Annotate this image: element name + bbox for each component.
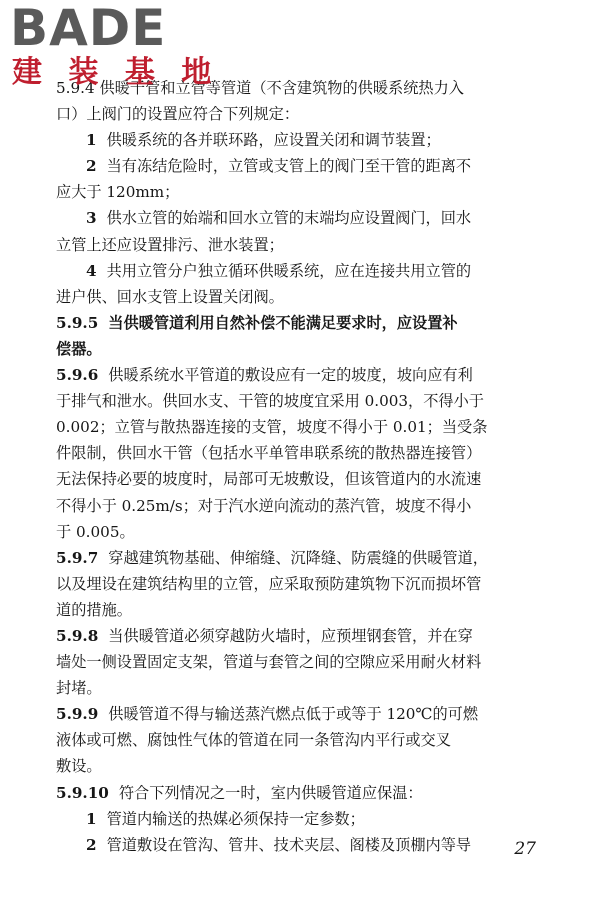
text-line <box>56 336 516 362</box>
line-text: 偿器。 <box>56 339 102 358</box>
text-line <box>56 753 516 779</box>
logo-brand-text: BADE <box>10 0 167 57</box>
line-text: 供水立管的始端和回水立管的末端均应设置阀门，回水 <box>106 209 472 228</box>
list-item-line <box>56 127 516 153</box>
line-text: 当供暖管道利用自然补偿不能满足要求时，应设置补 <box>108 313 458 332</box>
text-line <box>56 232 516 258</box>
text-line <box>56 440 516 466</box>
list-item-line <box>56 832 516 858</box>
page-number: 27 <box>514 839 536 859</box>
clause-number: 5.9.8 <box>56 626 99 645</box>
text-line <box>56 727 516 753</box>
line-text: 以及埋设在建筑结构里的立管，应采取预防建筑物下沉而损坏管 <box>56 574 482 593</box>
text-line <box>56 649 516 675</box>
line-text: 供暖系统水平管道的敷设应有一定的坡度，坡向应有利 <box>108 366 473 385</box>
line-text: 共用立管分户独立循环供暖系统，应在连接共用立管的 <box>106 261 472 280</box>
line-text: 于 0.005。 <box>56 522 135 541</box>
text-line <box>56 597 516 623</box>
clause-line <box>56 545 516 571</box>
line-text: 管道内输送的热媒必须保持一定参数； <box>106 809 365 828</box>
line-text: 无法保持必要的坡度时，局部可无坡敷设，但该管道内的水流速 <box>56 470 482 489</box>
line-text: 液体或可燃、腐蚀性气体的管道在同一条管沟内平行或交叉 <box>56 731 451 750</box>
clause-number: 5.9.6 <box>56 366 99 385</box>
line-text: 当有冻结危险时，立管或支管上的阀门至干管的距离不 <box>106 157 472 176</box>
line-text: 5.9.4 供暖干管和立管等管道（不含建筑物的供暖系统热力入 <box>56 79 464 97</box>
brand-logo <box>10 0 220 92</box>
list-item-line <box>56 806 516 832</box>
clause-line <box>56 310 516 336</box>
clause-number: 5.9.10 <box>56 783 109 802</box>
clause-number: 5.9.5 <box>56 313 99 332</box>
line-text: 进户供、回水支管上设置关闭阀。 <box>56 287 284 306</box>
text-line <box>56 414 516 440</box>
list-item-line <box>56 153 516 179</box>
text-line <box>56 284 516 310</box>
line-text: 供暖管道不得与输送蒸汽燃点低于或等于 120℃的可燃 <box>108 705 479 724</box>
line-text: 管道敷设在管沟、管井、技术夹层、阁楼及顶棚内等导 <box>106 835 472 854</box>
clause-line <box>56 780 516 806</box>
text-line <box>56 675 516 701</box>
item-number: 2 <box>86 835 97 854</box>
logo-subtitle-text: 建 装 基 地 <box>12 55 220 90</box>
item-number: 1 <box>86 809 97 828</box>
body-text <box>56 75 516 858</box>
line-text: 口）上阀门的设置应符合下列规定： <box>56 105 299 124</box>
clause-number: 5.9.7 <box>56 548 99 567</box>
clause-line <box>56 701 516 727</box>
text-line <box>56 571 516 597</box>
line-text: 墙处一侧设置固定支架，管道与套管之间的空隙应采用耐火材料 <box>56 653 482 672</box>
text-line <box>56 493 516 519</box>
clause-line <box>56 623 516 649</box>
line-text: 封堵。 <box>56 679 102 698</box>
clause-line <box>56 362 516 388</box>
line-text: 敷设。 <box>56 757 102 776</box>
text-line <box>56 519 516 545</box>
line-text: 件限制，供回水干管（包括水平单管串联系统的散热器连接管） <box>56 444 482 463</box>
text-line <box>56 388 516 414</box>
line-text: 穿越建筑物基础、伸缩缝、沉降缝、防震缝的供暖管道， <box>108 548 488 567</box>
item-number: 3 <box>86 209 97 228</box>
line-text: 符合下列情况之一时，室内供暖管道应保温： <box>118 783 423 802</box>
item-number: 2 <box>86 157 97 176</box>
text-line <box>56 101 516 127</box>
list-item-line <box>56 205 516 231</box>
clause-number: 5.9.9 <box>56 705 99 724</box>
line-text: 当供暖管道必须穿越防火墙时，应预埋钢套管，并在穿 <box>108 626 473 645</box>
line-text: 供暖系统的各并联环路，应设置关闭和调节装置； <box>106 131 441 150</box>
text-line <box>56 179 516 205</box>
line-text: 立管上还应设置排污、泄水装置； <box>56 235 284 254</box>
line-text: 道的措施。 <box>56 600 132 619</box>
item-number: 1 <box>86 131 97 150</box>
line-text: 0.002；立管与散热器连接的支管，坡度不得小于 0.01；当受条 <box>56 418 488 437</box>
text-line <box>56 466 516 492</box>
line-text: 于排气和泄水。供回水支、干管的坡度宜采用 0.003，不得小于 <box>56 392 484 411</box>
line-text: 应大于 120mm； <box>56 183 180 202</box>
line-text: 不得小于 0.25m/s；对于汽水逆向流动的蒸汽管，坡度不得小 <box>56 496 472 515</box>
item-number: 4 <box>86 261 97 280</box>
list-item-line <box>56 258 516 284</box>
